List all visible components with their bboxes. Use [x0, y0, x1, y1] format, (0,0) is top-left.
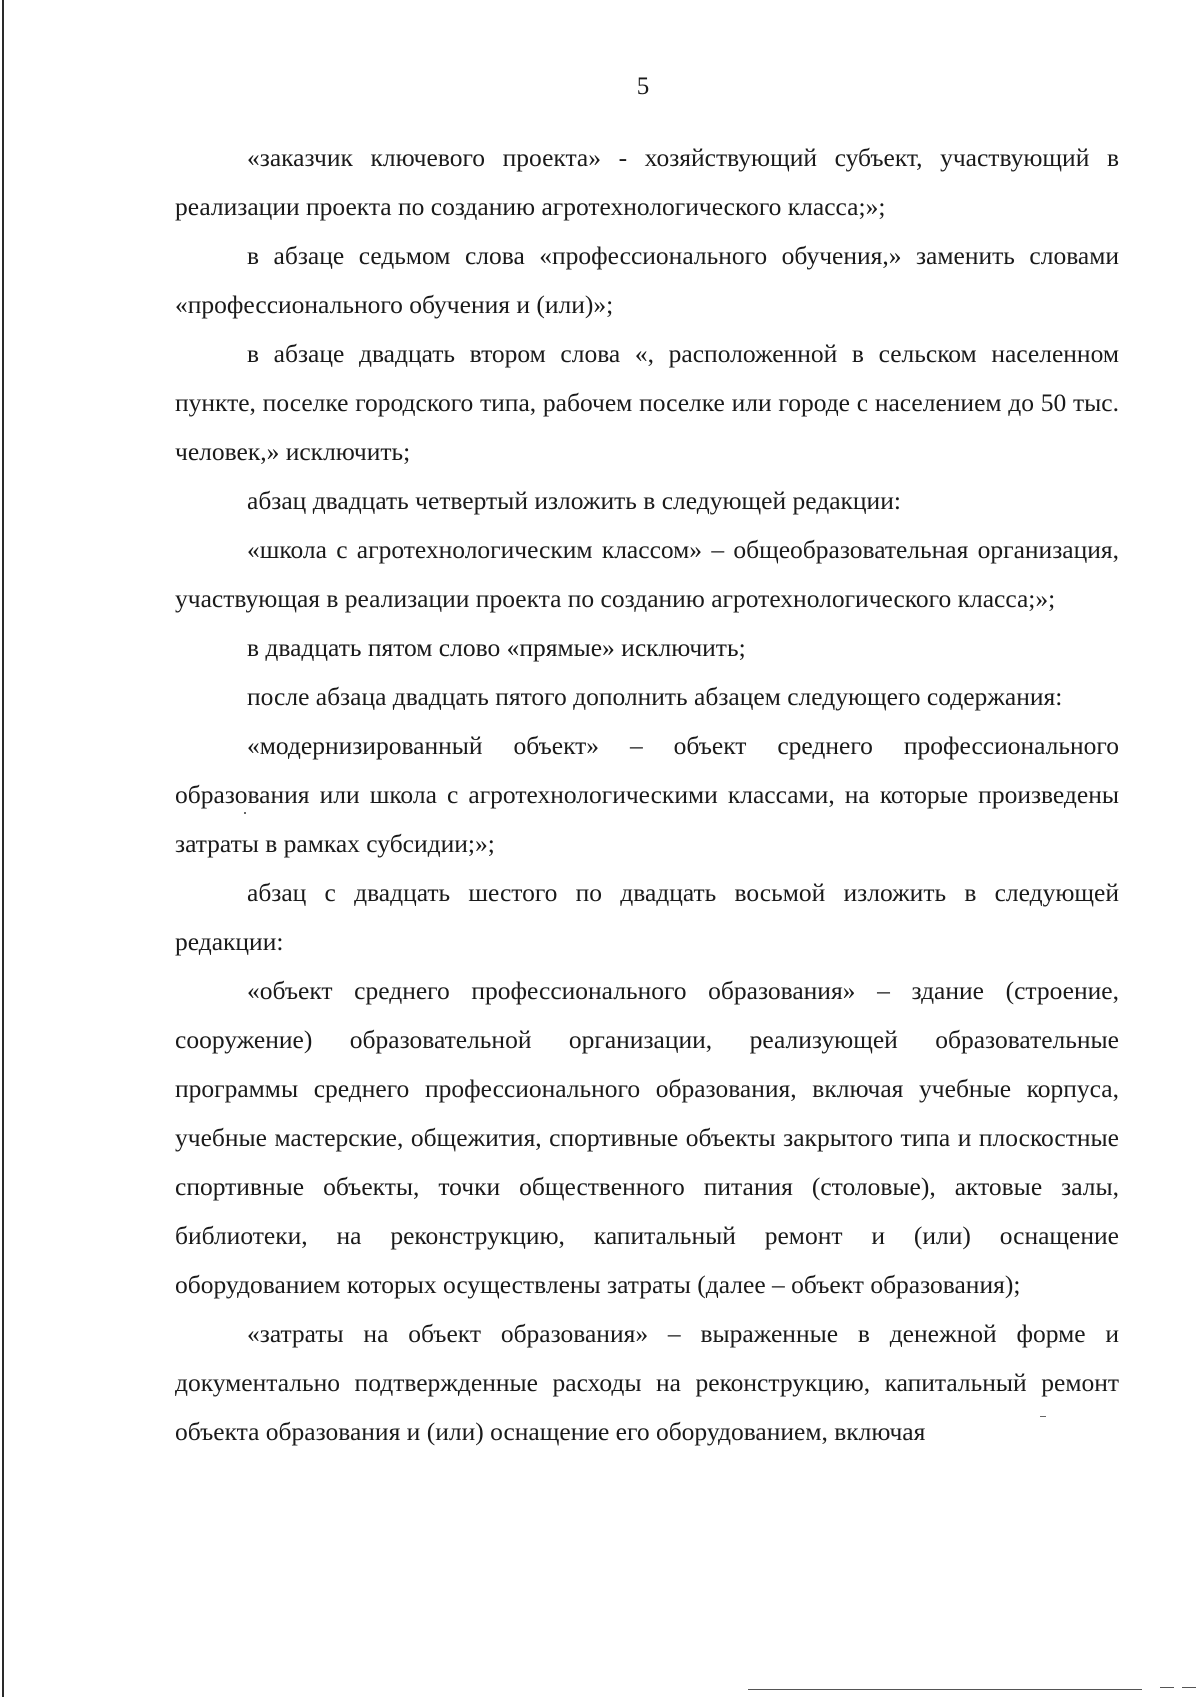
- paragraph-5: «школа с агротехнологическим классом» – общеобразовательная организация, участвующая в реализации проекта по созданию агротехнологического класса;»;: [175, 535, 1119, 613]
- paragraph-9: абзац с двадцать шестого по двадцать восьмой изложить в следующей редакции:: [175, 878, 1119, 956]
- paragraph-7: после абзаца двадцать пятого дополнить абзацем следующего содержания:: [247, 682, 1063, 711]
- paragraph-10: «объект среднего профессионального образования» – здание (строение, сооружение) образовательной организации, реализующей образовательные программы среднего профессионального образования, включая учебные корпуса, учебные мастерские, общежития, спортивные объекты закрытого типа и плоскостные спортивные объекты, точки общественного питания (столовые), актовые залы, библиотеки, на реконструкцию, капитальный ремонт и (или) оснащение оборудованием которых осуществлены затраты (далее – объект образования);: [175, 976, 1119, 1299]
- scan-speck: [1040, 1416, 1046, 1417]
- document-body: [175, 133, 1119, 1456]
- paragraph-3: в абзаце двадцать втором слова «, расположенной в сельском населенном пункте, поселке городского типа, рабочем поселке или городе с населением до 50 тыс. человек,» исключить;: [175, 339, 1119, 466]
- paragraph-4: абзац двадцать четвертый изложить в следующей редакции:: [247, 486, 901, 515]
- page-number: 5: [636, 73, 650, 100]
- paragraph-6: в двадцать пятом слово «прямые» исключить;: [247, 633, 746, 662]
- paragraph-8: «модернизированный объект» – объект среднего профессионального образования или школа с агротехнологическими классами, на которые произведены затраты в рамках субсидии;»;: [175, 731, 1119, 858]
- footer-rule: [748, 1689, 1142, 1690]
- paragraph-1: «заказчик ключевого проекта» - хозяйствующий субъект, участвующий в реализации проекта по созданию агротехнологического класса;»;: [175, 143, 1119, 221]
- footer-dash: [1182, 1687, 1196, 1688]
- paragraph-2: в абзаце седьмом слова «профессионального обучения,» заменить словами «профессионального обучения и (или)»;: [175, 241, 1119, 319]
- footer-dash: [1160, 1687, 1174, 1688]
- scan-speck: [244, 812, 246, 814]
- scan-left-edge: [2, 0, 4, 1697]
- paragraph-11: «затраты на объект образования» – выраженные в денежной форме и документально подтвержденные расходы на реконструкцию, капитальный ремонт объекта образования и (или) оснащение его оборудованием, включая: [175, 1319, 1119, 1446]
